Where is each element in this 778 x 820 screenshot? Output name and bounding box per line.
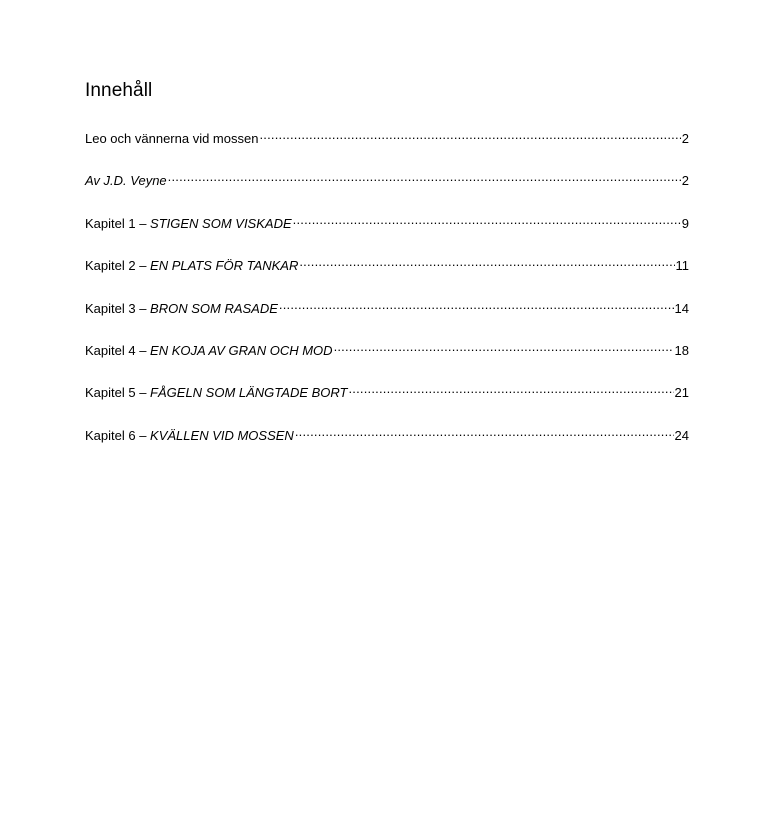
toc-entry-italic: KVÄLLEN VID MOSSEN — [150, 427, 294, 443]
toc-dot-leader — [299, 254, 674, 270]
toc-page-number: 11 — [675, 258, 689, 274]
toc-entry[interactable] — [85, 339, 689, 381]
toc-entry[interactable] — [85, 254, 689, 296]
document-page — [85, 78, 689, 466]
toc-entry-prefix: Kapitel 2 – — [85, 258, 151, 274]
toc-entry-prefix: Kapitel 6 – — [85, 427, 151, 443]
toc-entry[interactable] — [85, 297, 689, 339]
toc-entry-prefix: Kapitel 5 – — [85, 385, 151, 401]
toc-dot-leader — [349, 381, 674, 397]
toc-entry-text — [85, 216, 292, 232]
toc-entry-text — [85, 343, 333, 359]
toc-page-number: 2 — [681, 131, 689, 146]
toc-page-number: 2 — [681, 173, 689, 189]
toc-entry-italic: BRON SOM RASADE — [150, 300, 278, 316]
toc-entry[interactable] — [85, 169, 689, 211]
toc-page-number: 9 — [681, 215, 689, 231]
toc-entry-text — [85, 385, 348, 401]
toc-entry-italic: Av J.D. Veyne — [85, 173, 167, 189]
toc-entry-text — [85, 173, 167, 189]
toc-dot-leader — [168, 169, 681, 185]
toc-dot-leader — [334, 339, 674, 355]
toc-dot-leader — [259, 127, 680, 143]
toc-dot-leader — [295, 424, 674, 440]
toc-entry-text — [85, 258, 298, 274]
toc-heading: Innehåll — [85, 80, 153, 101]
toc-entry-prefix: Kapitel 3 – — [85, 300, 151, 316]
toc-dot-leader — [293, 212, 681, 228]
toc-entry-text — [85, 428, 294, 444]
toc-entry-prefix: Leo och vännerna vid mossen — [85, 131, 259, 146]
toc-entry-italic: FÅGELN SOM LÄNGTADE BORT — [150, 385, 348, 401]
toc-list — [85, 127, 689, 466]
toc-page-number: 14 — [674, 300, 689, 316]
toc-entry[interactable] — [85, 381, 689, 423]
toc-entry-italic: EN KOJA AV GRAN OCH MOD — [150, 342, 333, 358]
toc-entry-text — [85, 301, 278, 317]
toc-page-number: 18 — [674, 342, 689, 358]
toc-entry[interactable] — [85, 424, 689, 466]
toc-page-number: 24 — [674, 427, 689, 443]
toc-entry-italic: EN PLATS FÖR TANKAR — [150, 258, 299, 274]
toc-entry-prefix: Kapitel 1 – — [85, 215, 151, 231]
toc-entry[interactable] — [85, 127, 689, 169]
toc-entry-prefix: Kapitel 4 – — [85, 342, 151, 358]
toc-page-number: 21 — [674, 385, 689, 401]
toc-entry-text — [85, 131, 258, 147]
toc-entry[interactable] — [85, 212, 689, 254]
toc-dot-leader — [279, 297, 674, 313]
toc-entry-italic: STIGEN SOM VISKADE — [150, 215, 292, 231]
